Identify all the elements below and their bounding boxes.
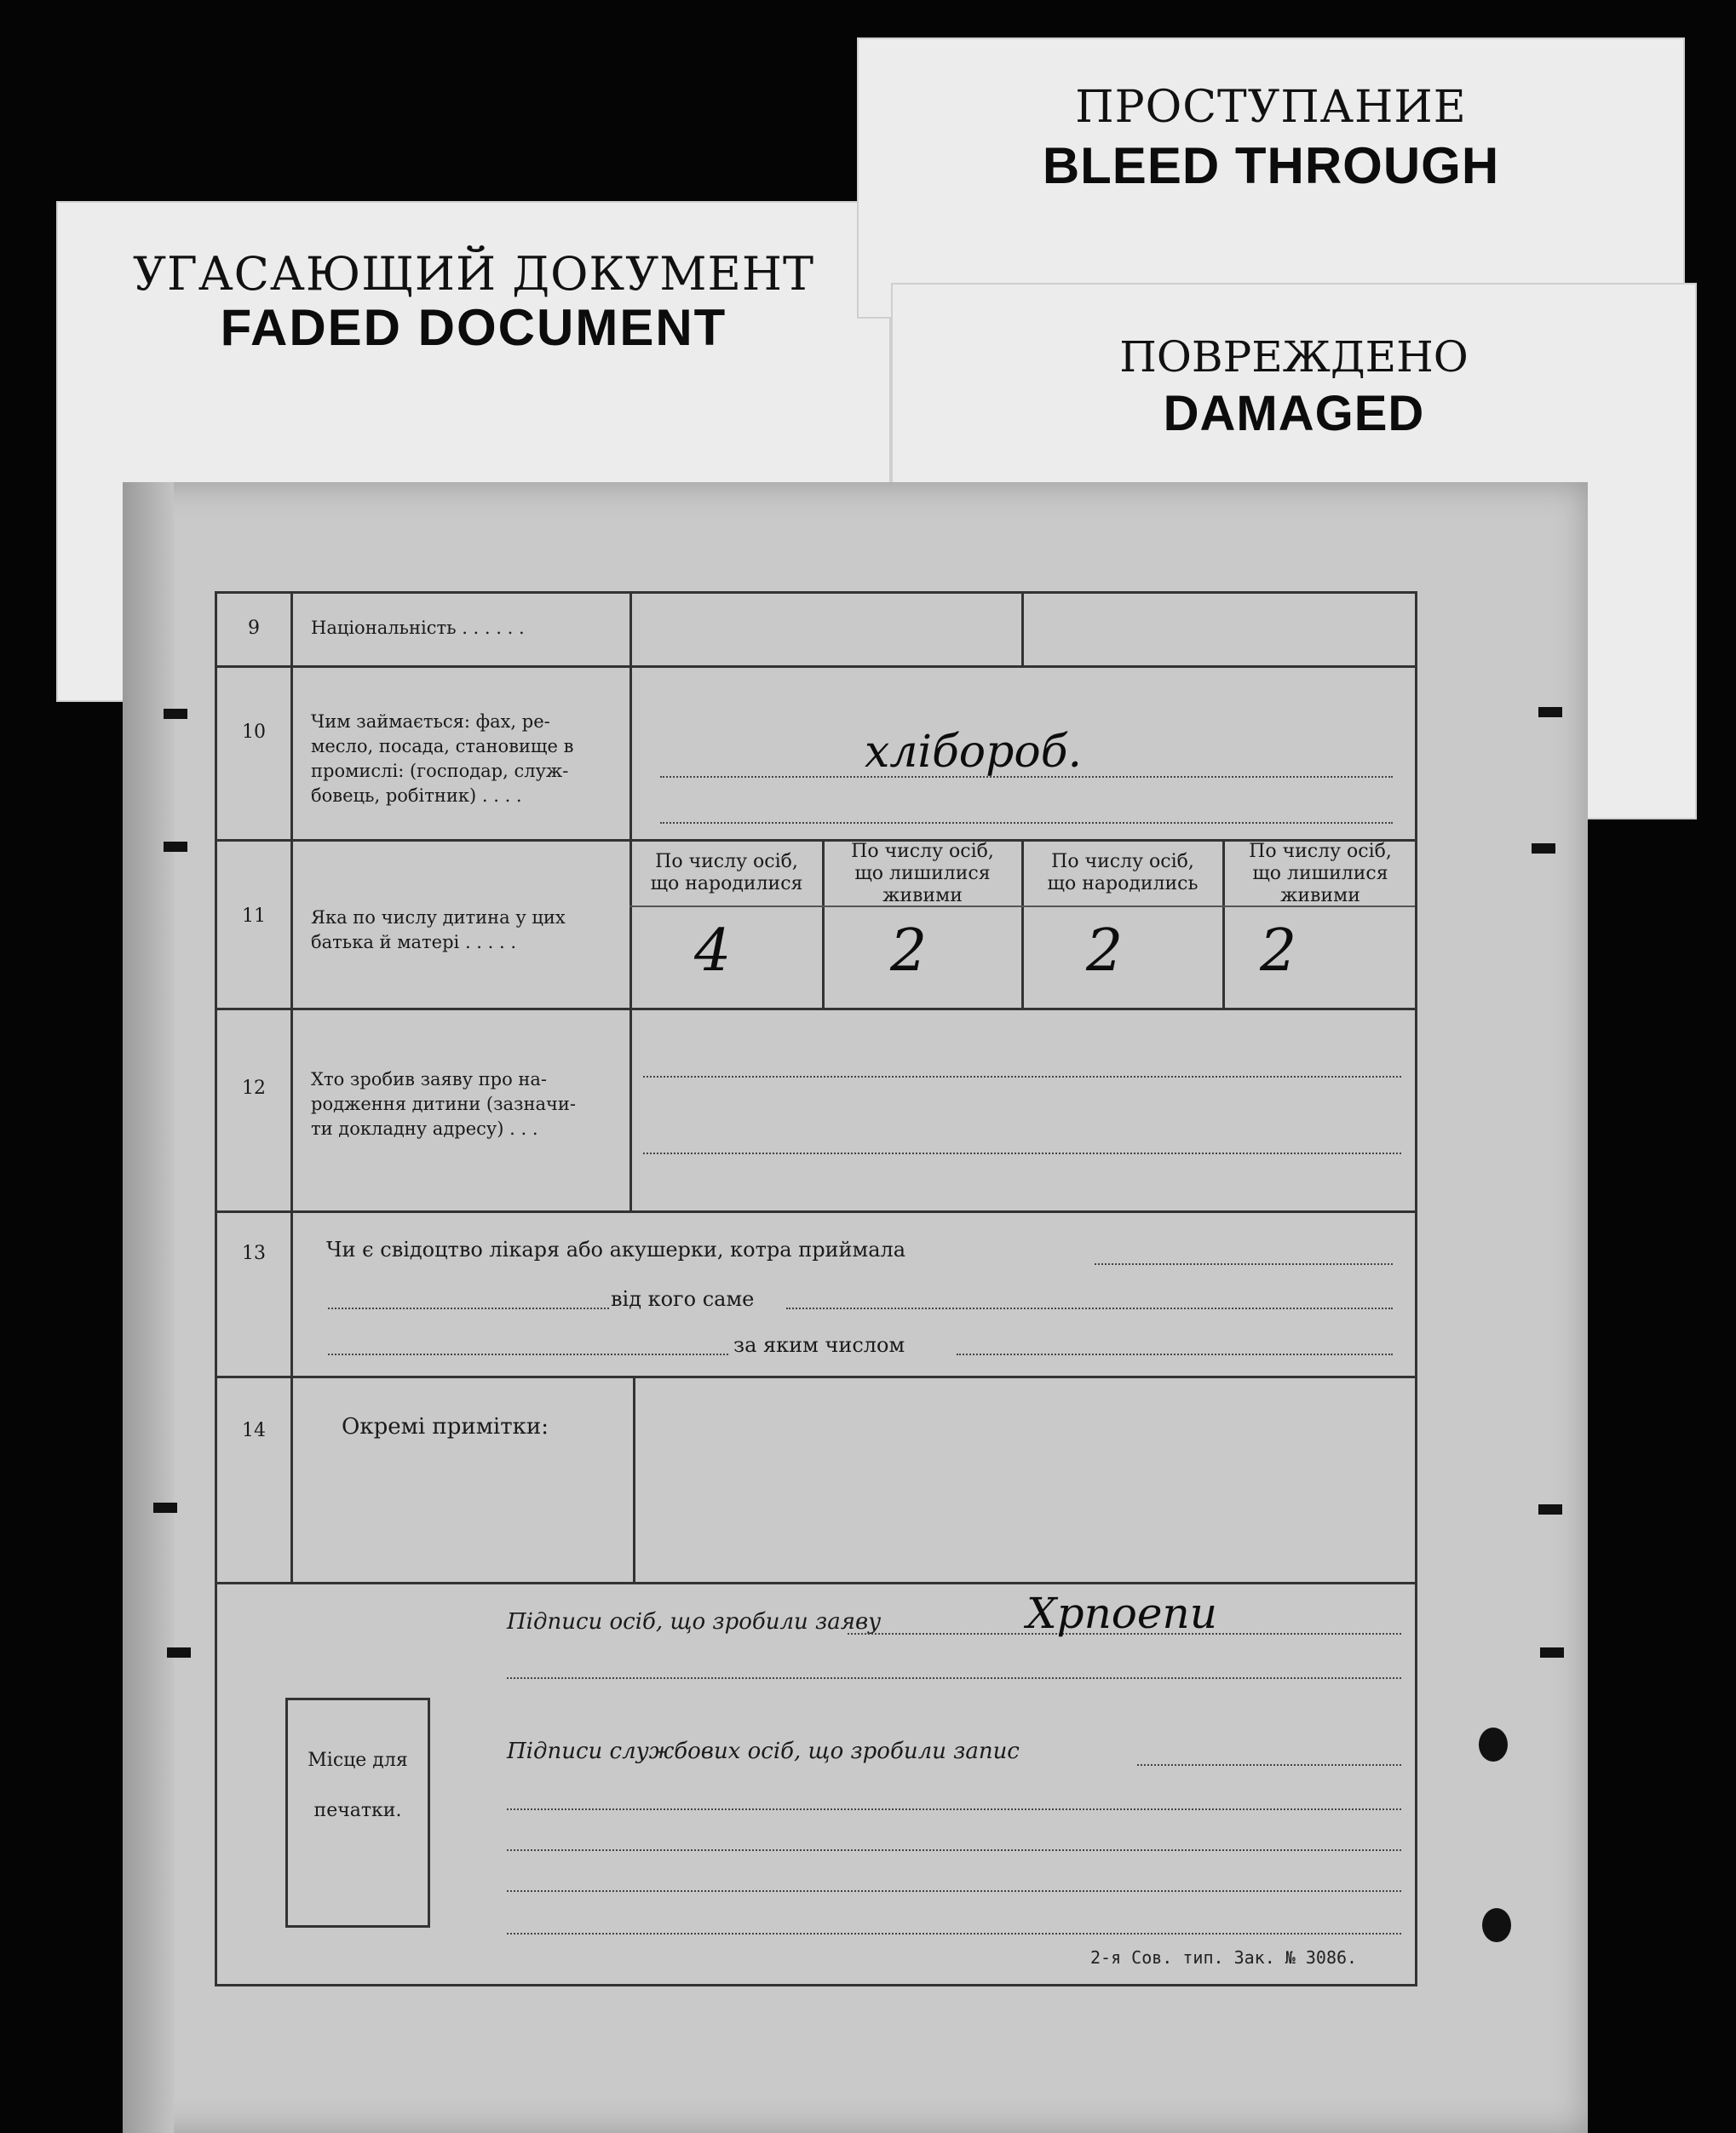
row14-number: 14 (242, 1420, 266, 1441)
row11-number: 11 (242, 906, 266, 927)
row13-fill-line (328, 1308, 609, 1309)
row10-label-line: бовець, робітник) . . . . (311, 785, 522, 806)
row12-label-line: родження дитини (зазначи- (311, 1094, 577, 1114)
row9-label: Національність . . . . . . (311, 618, 525, 638)
row11-label-line: батька й матері . . . . . (311, 932, 517, 952)
row13-number: 13 (242, 1243, 266, 1264)
punch-hole (1482, 1908, 1511, 1942)
occupation-handwriting: хлібороб. (865, 727, 1082, 778)
page-binding-edge (123, 482, 174, 2133)
damaged-card-ru-text: ПОВРЕЖДЕНО (1119, 332, 1469, 382)
row13-line2: від кого саме (611, 1287, 755, 1311)
printer-imprint: 2-я Сов. тип. Зак. № 3086. (1090, 1947, 1358, 1968)
row12-label-line: ти докладну адресу) . . . (311, 1118, 538, 1139)
signature-line (507, 1849, 1401, 1851)
binding-mark (1532, 843, 1555, 854)
row13-fill-line (957, 1354, 1393, 1355)
row13-line3: за яким числом (733, 1333, 905, 1357)
row-divider (217, 665, 1415, 668)
row11-header (1224, 841, 1417, 907)
signature-line (507, 1808, 1401, 1810)
row11-value-alive: 2 (890, 917, 928, 985)
header-line: що лишилися (854, 863, 991, 884)
row9-divider (1021, 594, 1024, 665)
row10-label-line: Чим займається: фах, ре- (311, 711, 550, 732)
damaged-card-en-text: DAMAGED (1163, 386, 1425, 441)
row12-label-line: Хто зробив заяву про на- (311, 1069, 548, 1089)
applicant-signature-handwriting: Хрпоепи (1026, 1589, 1217, 1638)
header-line: По числу осіб, (1051, 851, 1194, 872)
bleed-through-card (857, 37, 1685, 319)
row10-label-line: месло, посада, становище в (311, 736, 574, 756)
stamp-placeholder-box (285, 1698, 430, 1928)
label-column-divider (633, 1376, 635, 1582)
row10-label (311, 710, 626, 808)
row12-label (311, 1067, 626, 1141)
header-line: живими (1280, 885, 1360, 906)
row11-label (311, 906, 626, 955)
row10-fill-line (660, 822, 1393, 824)
row12-fill-line (643, 1076, 1401, 1078)
row14-label: Окремі примітки: (342, 1414, 549, 1440)
binding-mark (1538, 707, 1562, 717)
row12-number: 12 (242, 1078, 266, 1099)
number-column-divider (290, 594, 293, 1582)
row13-fill-line (328, 1354, 728, 1355)
bleed-card-ru-text: ПРОСТУПАНИЕ (1075, 82, 1467, 133)
row12-fill-line (643, 1153, 1401, 1154)
binding-mark (1538, 1504, 1562, 1515)
row11-header (1023, 851, 1222, 895)
row11-value-born: 4 (694, 917, 732, 985)
binding-mark (167, 1647, 191, 1658)
header-line: По числу осіб, (1249, 841, 1392, 862)
row10-number: 10 (242, 722, 266, 743)
row11-value-born-2: 2 (1086, 917, 1124, 985)
signature-line (507, 1677, 1401, 1679)
row11-header (631, 851, 822, 895)
faded-card-en-text: FADED DOCUMENT (220, 299, 727, 356)
header-line: По числу осіб, (655, 851, 798, 872)
signature-line (507, 1890, 1401, 1892)
row11-header (824, 841, 1021, 907)
row13-fill-line (1095, 1263, 1393, 1265)
row-divider (217, 1210, 1415, 1213)
row13-line1: Чи є свідоцтво лікаря або акушерки, котра приймала (326, 1238, 906, 1262)
birth-record-form (215, 591, 1417, 1986)
binding-mark (1540, 1647, 1564, 1658)
row9-number: 9 (248, 618, 260, 639)
binding-mark (164, 709, 187, 719)
officials-signature-label: Підписи службових осіб, що зробили запис (507, 1739, 1020, 1764)
row-divider (217, 1008, 1415, 1010)
bleed-card-en-text: BLEED THROUGH (1042, 137, 1500, 194)
row11-value-alive-2: 2 (1260, 917, 1297, 985)
stamp-label-line: печатки. (313, 1800, 402, 1821)
row11-label-line: Яка по числу дитина у цих (311, 907, 566, 928)
header-line: що народилися (650, 873, 803, 894)
signature-line (1137, 1764, 1401, 1766)
signature-line (507, 1933, 1401, 1935)
label-column-divider (629, 594, 632, 1210)
header-line: що лишилися (1252, 863, 1388, 884)
stamp-label-line: Місце для (308, 1750, 408, 1771)
faded-card-ru-text: УГАСАЮЩИЙ ДОКУМЕНТ (132, 247, 815, 301)
header-line: що народились (1047, 873, 1199, 894)
row-divider (217, 1376, 1415, 1378)
binding-mark (153, 1503, 177, 1513)
punch-hole (1479, 1728, 1508, 1762)
header-line: живими (882, 885, 963, 906)
row-divider (217, 1582, 1415, 1584)
header-line: По числу осіб, (851, 841, 994, 862)
applicants-signature-label: Підписи осіб, що зробили заяву (507, 1609, 882, 1635)
row13-fill-line (786, 1308, 1393, 1309)
binding-mark (164, 842, 187, 852)
row10-label-line: промислі: (господар, служ- (311, 761, 569, 781)
